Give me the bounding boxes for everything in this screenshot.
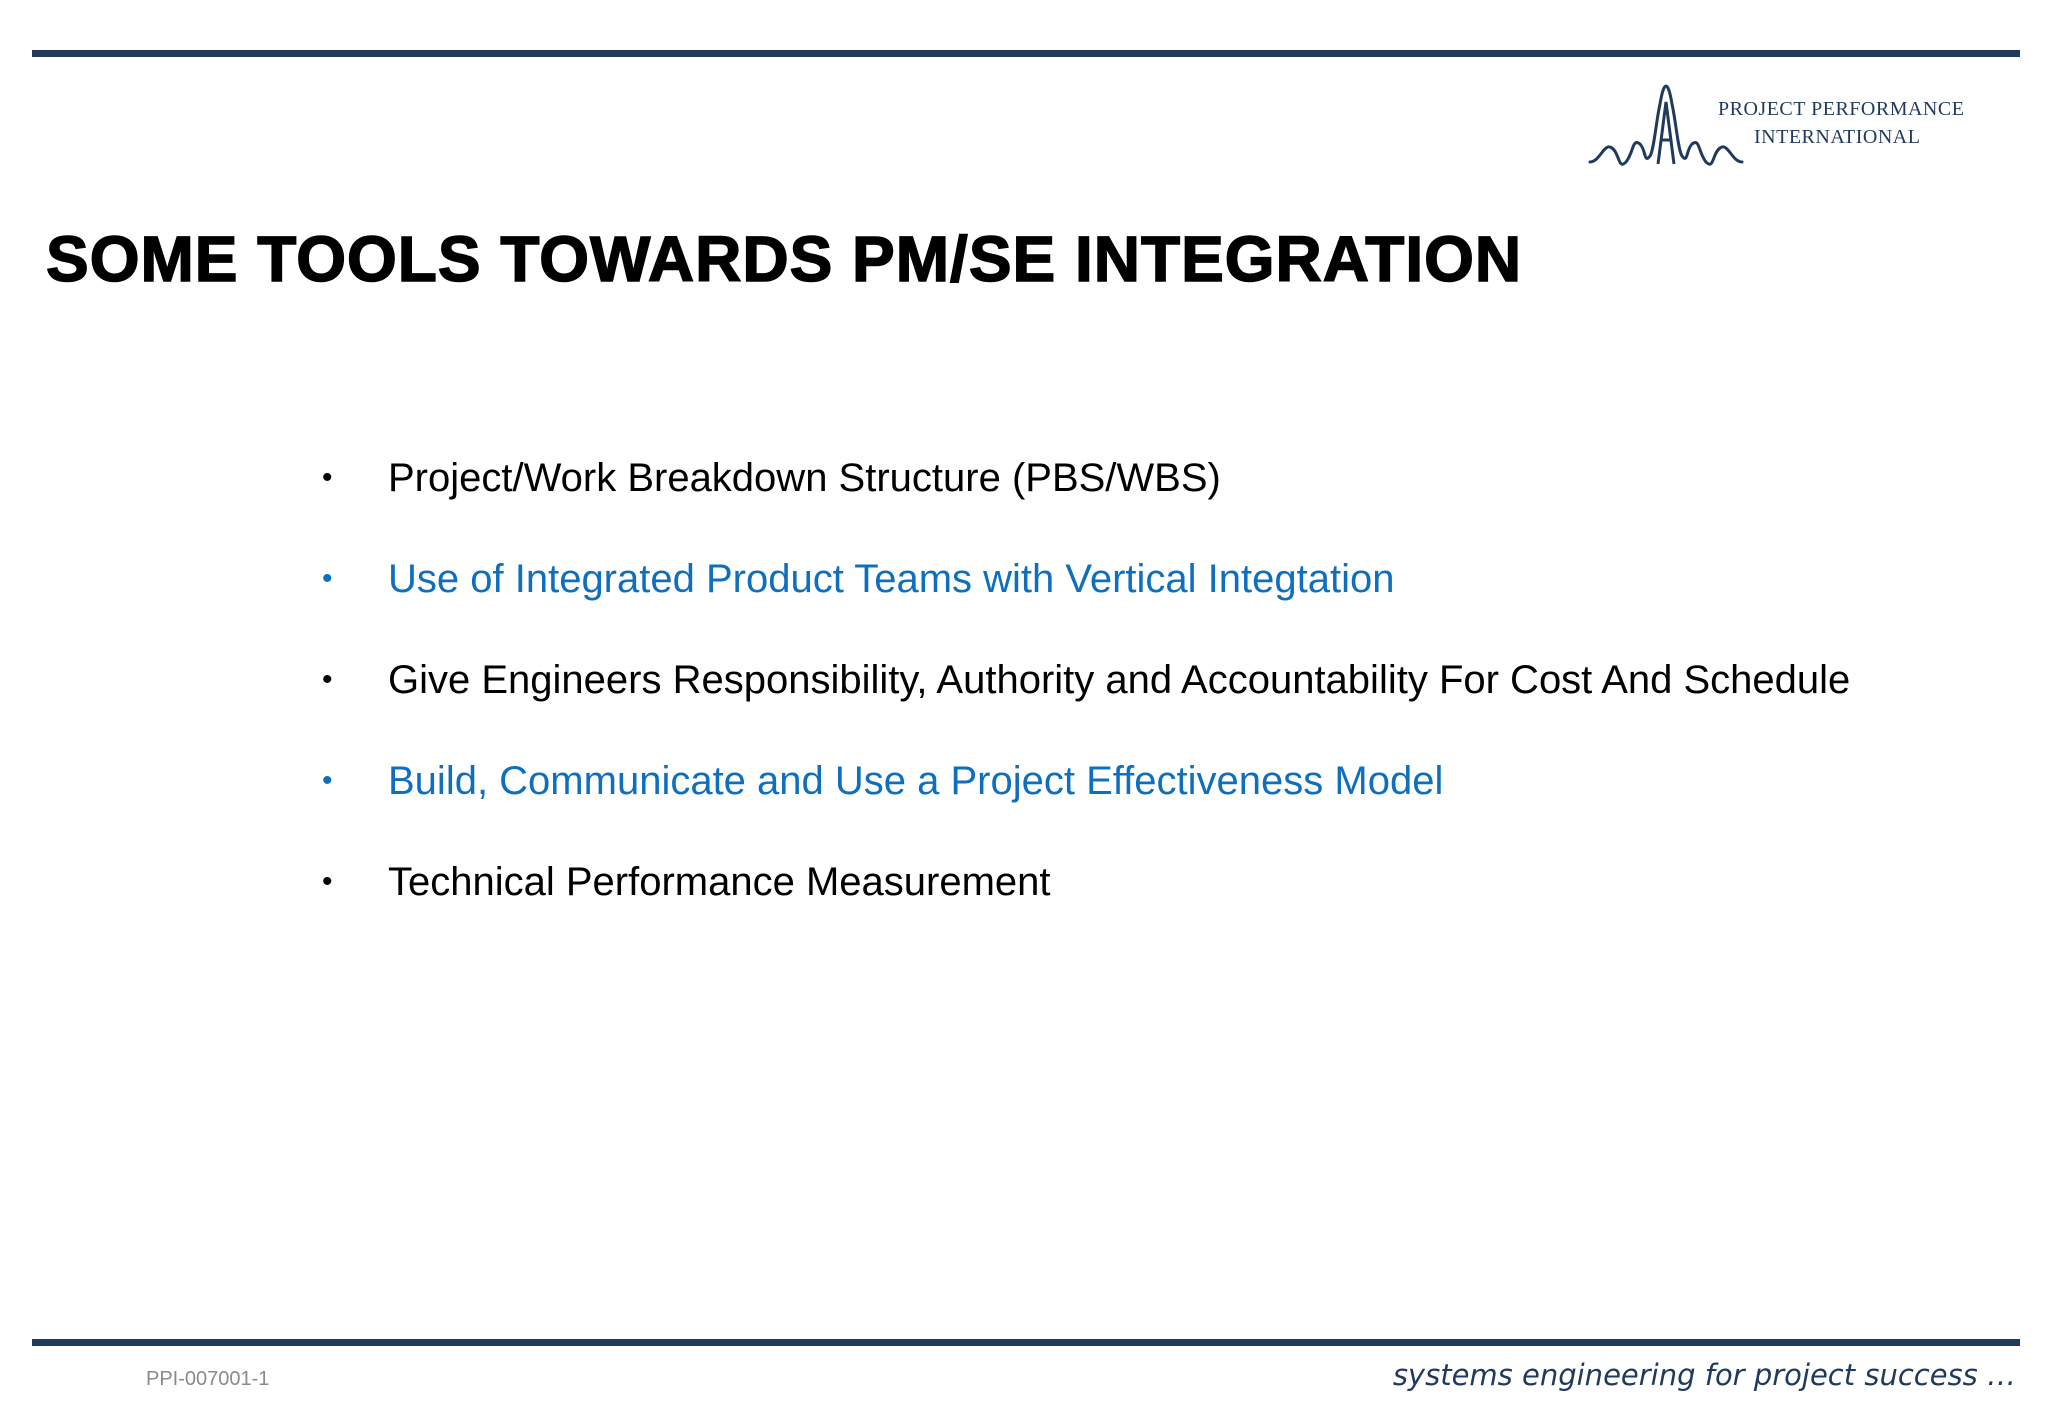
logo-text-line1: PROJECT PERFORMANCE (1718, 98, 1965, 120)
top-divider (32, 50, 2020, 57)
bullet-text: Technical Performance Measurement (388, 860, 1051, 904)
bullet-text: Project/Work Breakdown Structure (PBS/WBS) (388, 456, 1221, 500)
bullet-text: Build, Communicate and Use a Project Effectiveness Model (388, 759, 1444, 803)
bullet-marker: • (322, 461, 333, 494)
bullet-marker: • (322, 663, 333, 696)
slide-title: SOME TOOLS TOWARDS PM/SE INTEGRATION (46, 223, 1523, 295)
logo-waveform-icon (1588, 82, 1748, 172)
bullet-text: Use of Integrated Product Teams with Vertical Integtation (388, 557, 1395, 601)
logo-text-line2: INTERNATIONAL (1754, 126, 1921, 148)
bottom-divider (32, 1339, 2020, 1346)
footer-document-code: PPI-007001-1 (146, 1368, 270, 1390)
bullet-marker: • (322, 764, 333, 797)
bullet-marker: • (322, 562, 333, 595)
footer-tagline: systems engineering for project success … (1392, 1358, 2016, 1392)
bullet-marker: • (322, 865, 333, 898)
company-logo (1588, 82, 1965, 172)
bullet-text: Give Engineers Responsibility, Authority and Accountability For Cost And Schedule (388, 658, 1851, 702)
